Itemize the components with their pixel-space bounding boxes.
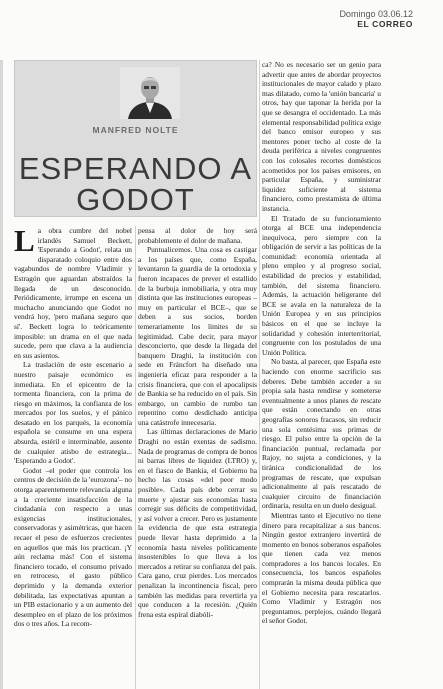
drop-cap: L <box>14 226 35 258</box>
paragraph: Mientras tanto el Ejecutivo no tiene dinero para recapitalizar a sus bancos. Ningún gestor extranjero invertirá de momento en bonos soberanos españoles que tienen cada vez menos compradores a los bancos locales. En consecuencia, los bancos españoles comprarán la misma deuda pública que el Gobierno necesita para rescatarlos. Como Vladimir y Estragón nos preguntamos, perplejos, cuándo llegará el señor Godot. <box>262 510 381 626</box>
column-divider <box>135 226 136 689</box>
paragraph: Las últimas declaraciones de Mario Draghi no están exentas de sadismo. Nada de programas de compra de bonos ni barras libres de liquidez (LTRO) y, en el fiasco de Bankia, el Gobierno ha hecho las cosas «del peor modo posible». Cada país debe cerrar su muerte y ajustar sus economías hasta corregir sus déficits de competitividad, y así volver a crecer. Pero es justamente la evidencia de que esta estrategia puede llevar hasta deprimido a la economía hasta niveles políticamente insostenibles lo que lleva a los mercados a retirar su confianza del país. Cara gano, cruz pierdes. Los mercados penalizan la incontinencia fiscal, pero también las medidas para revertirla ya que conducen a la recesión. ¿Quién frena esta espiral diabóli- <box>138 427 257 619</box>
masthead <box>339 9 413 29</box>
masthead-newspaper-name: EL CORREO <box>357 19 413 29</box>
paragraph: El Tratado de su funcionamiento otorga al BCE una independencia inequívoca, pero siempre con la obligación de servir a las políticas de la comunidad: economía orientada al pleno empleo y al progreso social, estabilidad de precios y estabilidad, también, del sistema financiero. Además, la actuación heligerante del BCE se avala en la naturaleza de la Unión Europea y en sus principios básicos en el que se incluye la solidaridad y cohesión interterritorial, congruente con los postulados de una Unión Política. <box>262 213 381 357</box>
masthead-date: Domingo 03.06.12 <box>339 9 413 19</box>
article-column-2 <box>138 226 257 689</box>
article-column-1 <box>14 226 132 689</box>
paragraph: Puntualicemos. Una cosa es castigar a los países que, como España, levantaron la guardia de la ortodoxia y fueron incapaces de prever el estallido de la burbuja inmobiliaria, y otra muy distinta que las instituciones europeas –muy en particular el BCE–, que se deben a sus socios, borden temerariamente los límites de su legitimidad. Cabe decir, para mayor desconcierto, que desde la llegada del banquero Draghi, la institución con sede en Fráncfort ha diseñado una ingeniería eficaz para responder a la crisis financiera, que con el apocalipsis de Bankia se ha reducido en el país. Sin embargo, un cambio de rumbo tan repentino como desdichado anticipa una catástrofe innecesaria. <box>138 245 257 427</box>
author-portrait-image <box>120 67 180 119</box>
author-portrait <box>120 67 180 119</box>
article-column-3 <box>262 60 381 689</box>
paragraph: Godot –el poder que controla los centros de decisión de la 'eurozona'– no otorga aparentemente relevancia alguna a la creciente insatisfacción de la ciudadanía con respecto a unas exigencias institucionales, conservadoras y asimétricas, que hacen recaer el peso de esfuerzos crecientes en aquellos que más los practican. ¡Y aún reclama más! Con el sistema financiero tocado, el consumo privado en retroceso, el gasto público deprimido y la demanda exterior debilitada, las expectativas apuntan a un PIB estacionario y a un aumento del desempleo en el plazo de los próximos dos o tres años. La recom- <box>14 465 132 629</box>
article-header <box>14 60 257 217</box>
paragraph: No basta, al parecer, que España este haciendo con enorme sacrificio sus deberes. Debe también acceder a su propia sala hasta rendirse y someterse eventualmente a unos planes de rescate que están conectando en otras geografías sonoros fracasos, sin reducir una sola centésima sus primas de riesgo. El pulso entre la opción de la financiación puntual, reclamada por Rajoy, no sujeta a condiciones, y la tiránica condicionalidad de los programas de rescate, que expulsan adicionalmente al país rescatado de cualquier circuito de financiación ordinaria, resulta en un duelo desigual. <box>262 357 381 511</box>
author-name: MANFRED NOLTE <box>92 125 179 135</box>
paragraph-text: a obra cumbre del nobel irlandés Samuel Beckett, 'Esperando a Godot', relata un disparatado coloquio entre dos vagabundos de nombre Vladimir y Estragón que aguardan abstraídos la llegada de un desconocido. Periódicamente, irrumpe en escena un muchacho anunciando que Godot no vendrá hoy, 'pero mañana seguro que sí'. Beckett logra lo teóricamente imposible: un drama en el que nada sucede, pero que clava a la audiencia en sus asientos. <box>14 226 132 360</box>
column-divider <box>259 60 260 689</box>
paragraph: La traslación de este escenario a nuestro paisaje económico es inmediata. En el epicentro de la tormenta financiera, con la prima de riesgo en máximos, la confianza de los mercados por los suelos, y el pánico desatado en los parqués, la economía española se consume en una espera absurda, estéril e interminable, ausente de cualquier atisbo de estrategia... 'Esperando a Godot'. <box>14 360 132 466</box>
paragraph: pensa al dolor de hoy será probablemente el dolor de mañana. <box>138 226 257 245</box>
article-title: ESPERANDO A GODOT <box>18 151 253 217</box>
paragraph <box>14 226 132 360</box>
left-margin-bar <box>0 60 3 689</box>
paragraph: ca? No es necesario ser un genio para advertir que antes de abordar proyectos institucionales de mayor calado y plazo mas dilatado, como la 'unión bancaria' u otros, hay que taponar la herida por la que se desangra el occidentado. La más elemental responsabilidad política exige del banco emisor europeo y sus mentores poner techo al coste de la deuda periférica a niveles congruentes con los colosales recortes domésticos acometidos por los países emisores, en particular España, y suministrar liquidez suficiente al sistema financiero, como prestamista de última instancia. <box>262 60 381 213</box>
